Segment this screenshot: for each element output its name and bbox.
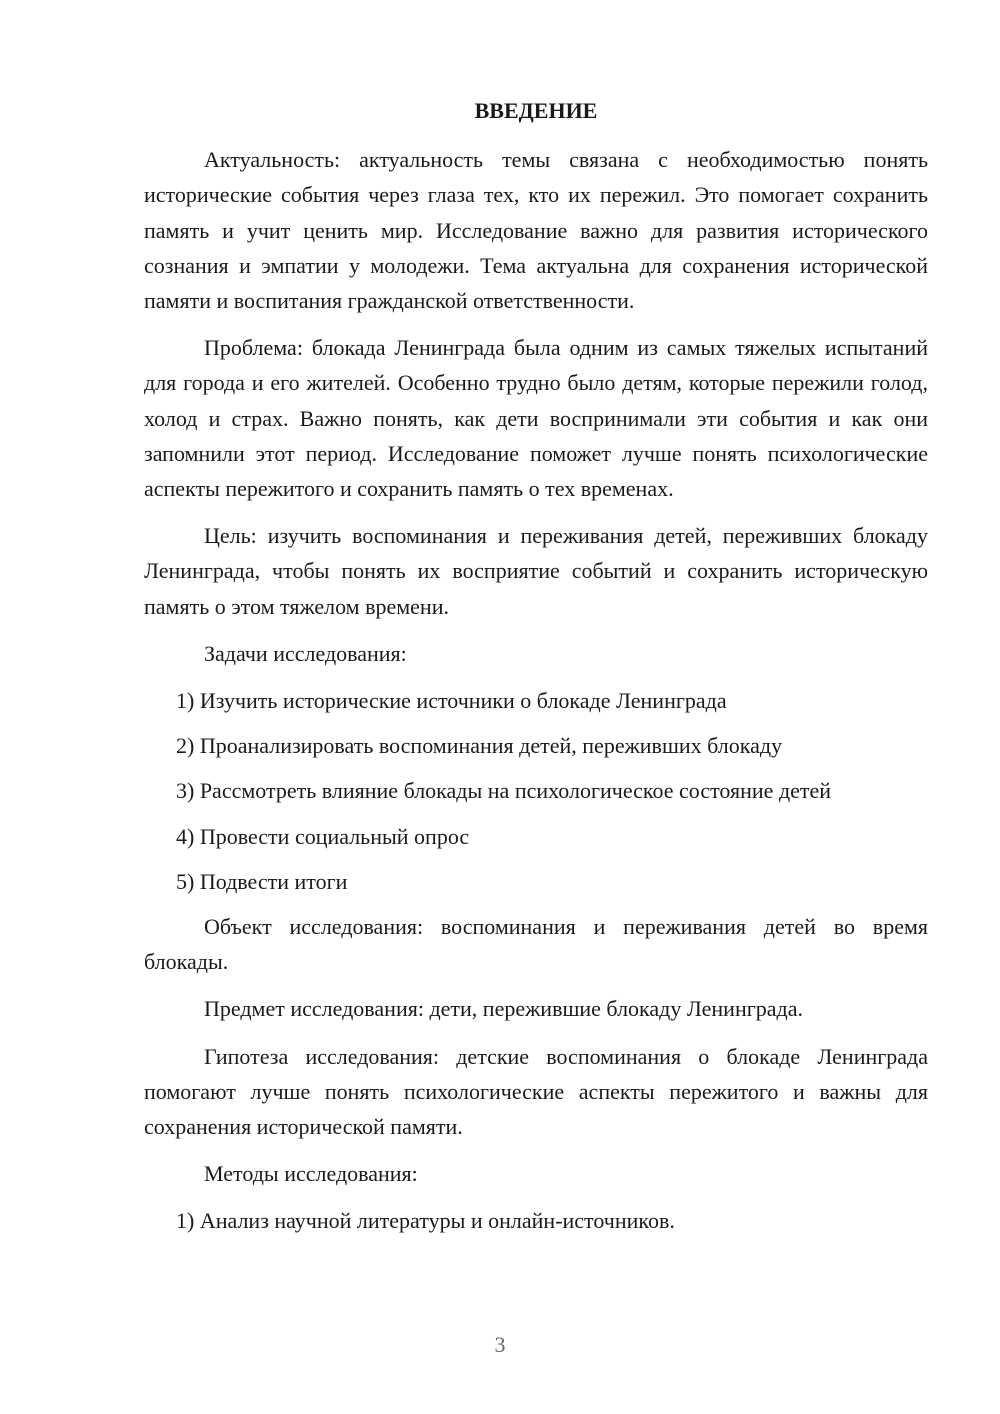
relevance-paragraph: Актуальность: актуальность темы связана с необходимостью понять исторические события через глаза тех, кто их пережил. Это помогает сохранить память и учит ценить мир. Исследование важно для развития исторического сознания и эмпатии у молодежи. Тема актуальна для сохранения исторической памяти и воспитания гражданской ответственности. — [144, 147, 928, 314]
problem-paragraph: Проблема: блокада Ленинграда была одним из самых тяжелых испытаний для города и его жителей. Особенно трудно было детям, которые пережили голод, холод и страх. Важно понять, как дети воспринимали эти события и как они запомнили этот период. Исследование поможет лучше понять психологические аспекты пережитого и сохранить память о тех временах. — [144, 335, 928, 502]
task-item: 5) Подвести итоги — [176, 868, 348, 894]
goal-paragraph: Цель: изучить воспоминания и переживания детей, переживших блокаду Ленинграда, чтобы понять их восприятие событий и сохранить историческую память о этом тяжелом времени. — [144, 523, 928, 619]
page-content — [144, 93, 928, 1249]
task-item: 2) Проанализировать воспоминания детей, переживших блокаду — [176, 733, 783, 759]
hypothesis-paragraph: Гипотеза исследования: детские воспоминания о блокаде Ленинграда помогают лучше понять психологические аспекты пережитого и важны для сохранения исторической памяти. — [144, 1043, 928, 1140]
methods-heading: Методы исследования: — [204, 1161, 418, 1187]
task-item: 1) Изучить исторические источники о блокаде Ленинграда — [176, 688, 727, 714]
section-title: ВВЕДЕНИЕ — [474, 98, 598, 123]
task-item: 3) Рассмотреть влияние блокады на психологическое состояние детей — [176, 778, 832, 804]
method-item: 1) Анализ научной литературы и онлайн-источников. — [176, 1208, 675, 1234]
task-item: 4) Провести социальный опрос — [176, 823, 470, 849]
tasks-heading: Задачи исследования: — [204, 640, 407, 666]
object-paragraph: Объект исследования: воспоминания и переживания детей во время блокады. — [144, 914, 928, 975]
subject-paragraph: Предмет исследования: дети, пережившие блокаду Ленинграда. — [204, 996, 803, 1022]
page-number: 3 — [494, 1332, 506, 1357]
